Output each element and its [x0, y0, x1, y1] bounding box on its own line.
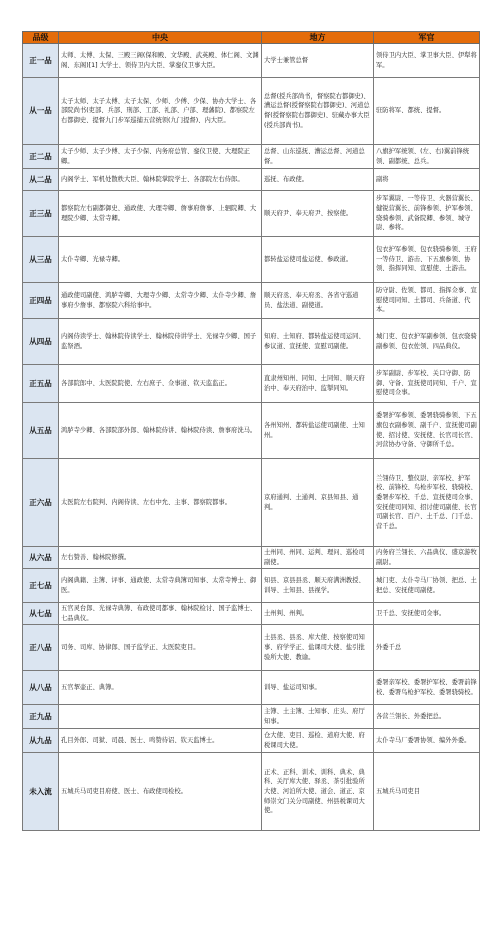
rank-cell: 正八品 [23, 625, 59, 671]
local-cell: 京府通判、土通判、京县知县、通判。 [262, 459, 374, 547]
local-cell: 土州判、州判。 [262, 603, 374, 625]
local-cell: 知府、土知府、都转盐运使司运同、参议道、宣抚使、宣慰司副使。 [262, 319, 374, 365]
table-row [23, 169, 480, 191]
table-row [23, 671, 480, 705]
table-row [23, 705, 480, 729]
local-cell: 顺天府丞、奉天府丞、各省守巡道员、盐法道、副使道。 [262, 283, 374, 319]
military-cell: 各营兰翎长、外委把总。 [374, 705, 480, 729]
rank-cell: 从八品 [23, 671, 59, 705]
rank-table-container [22, 31, 479, 831]
central-cell: 都察院左右副都御史、通政使、大理寺卿、詹事府詹事、上驷院卿、大理院少卿、太常寺卿。 [59, 191, 262, 237]
rank-cell: 从四品 [23, 319, 59, 365]
table-row [23, 403, 480, 459]
rank-cell: 从一品 [23, 78, 59, 145]
central-cell: 孔目外郎、司狱、司晨、医士、鸣赞待诏、钦天监博士。 [59, 729, 262, 753]
rank-cell: 正九品 [23, 705, 59, 729]
local-cell: 直隶州知州、同知、土同知、顺天府治中、奉天府治中、监掣同知。 [262, 365, 374, 403]
rank-cell: 未入流 [23, 753, 59, 831]
table-row [23, 625, 480, 671]
military-cell: 驻防将军、都统、提督。 [374, 78, 480, 145]
military-cell: 城门吏、太仆寺马厂协领、把总、土把总、安抚使司副使。 [374, 569, 480, 603]
central-cell: 五城兵马司吏目府使、医士、布政使司检校。 [59, 753, 262, 831]
military-cell: 防守尉、佐领、都司、指挥佥事、宣慰使司同知、土都司、兵备道、代本。 [374, 283, 480, 319]
local-cell: 各州知州、都转盐运使司副使、土知州。 [262, 403, 374, 459]
military-cell: 内务府兰翎长、六品典仪、盛京游牧副尉。 [374, 547, 480, 569]
local-cell: 仓大使、吏目、巡检、道府大使、府税课司大使。 [262, 729, 374, 753]
central-cell: 太子太师、太子太傅、太子太保、少师、少傅、少保、协办大学士、各部院尚书(吏部、兵部、刑部、工部、礼部、户部、理藩院)、都察院左右都御史、提督九门步军巡捕五营统领(九门提督)、内大臣。 [59, 78, 262, 145]
central-cell: 通政使司副使、鸿胪寺卿、大理寺少卿、太常寺少卿、太仆寺少卿、詹事府少詹事、都察院六科给事中。 [59, 283, 262, 319]
rank-cell: 正七品 [23, 569, 59, 603]
rank-cell: 从五品 [23, 403, 59, 459]
local-cell: 土州同、州同、运判、理问、巡检司副使。 [262, 547, 374, 569]
central-cell: 内阁侍读学士、翰林院侍读学士、翰林院侍讲学士、光禄寺少卿、国子监祭酒。 [59, 319, 262, 365]
military-cell: 步军副尉、步军校、关口守御、防御、守备、宣抚使司同知、千户、宣慰使司佥事。 [374, 365, 480, 403]
header-rank: 品级 [23, 32, 59, 44]
military-cell: 五城兵马司吏目 [374, 753, 480, 831]
header-military: 军官 [374, 32, 480, 44]
rank-cell: 从六品 [23, 547, 59, 569]
rank-cell: 正一品 [23, 44, 59, 78]
central-cell: 太子少师、太子少傅、太子少保、内务府总管、銮仪卫使、大理院正卿。 [59, 145, 262, 169]
local-cell: 顺天府尹、奉天府尹、按察使。 [262, 191, 374, 237]
local-cell: 都转盐运使司盐运使、参政道。 [262, 237, 374, 283]
military-cell: 领侍卫内大臣、掌卫事大臣、伊犁将军。 [374, 44, 480, 78]
local-cell: 巡抚、布政使。 [262, 169, 374, 191]
table-row [23, 569, 480, 603]
military-cell: 卫千总、安抚使司佥事。 [374, 603, 480, 625]
table-body [23, 44, 480, 831]
table-row [23, 78, 480, 145]
military-cell: 委署亲军校、委署护军校、委署前锋校、委署鸟枪护军校、委署骁骑校。 [374, 671, 480, 705]
official-rank-table [22, 31, 480, 831]
central-cell: 司务、司库、协律郎、国子监学正、太医院吏目。 [59, 625, 262, 671]
table-row [23, 603, 480, 625]
military-cell: 包衣护军参领、包衣骁骑参领、王府一等侍卫、游击、下五旗参领、协领、指挥同知、宣慰使、土游击。 [374, 237, 480, 283]
table-row [23, 237, 480, 283]
central-cell [59, 705, 262, 729]
central-cell: 太师、太傅、太保、三殿三阁(保和殿、文华殿、武英殿、体仁阁、文渊阁、东阁)[1] 大学士、领侍卫内大臣、掌銮仪卫事大臣。 [59, 44, 262, 78]
table-row [23, 44, 480, 78]
table-row [23, 365, 480, 403]
header-central: 中央 [59, 32, 262, 44]
central-cell: 内阁典籍、主簿、评事、通政使、太常寺典簿司知事、太常寺博士、御医。 [59, 569, 262, 603]
military-cell: 兰翎侍卫、整仪尉、亲军校、护军校、前锋校、鸟枪步军校、骁骑校、委署步军校、千总、宣抚使司佥事、安抚使司同知、招讨使司副使、长官司副长官、百户、土千总、门千总、营千总。 [374, 459, 480, 547]
table-row [23, 753, 480, 831]
rank-cell: 正三品 [23, 191, 59, 237]
military-cell: 委署护军参领、委署骁骑参领、下五旗包衣副参领、副千户、宣抚使司副使、招讨使、安抚使、长官司长官、河营协办守备、守御所千总。 [374, 403, 480, 459]
central-cell: 五官灵台郎、光禄寺典簿、布政使司都事、翰林院检讨、国子监博士、七品典仪。 [59, 603, 262, 625]
military-cell: 外委千总 [374, 625, 480, 671]
table-row [23, 459, 480, 547]
central-cell: 五官挈壶正、典簿。 [59, 671, 262, 705]
central-cell: 鸿胪寺少卿、各部院部外郎、翰林院侍讲、翰林院侍读、詹事府洗马。 [59, 403, 262, 459]
rank-cell: 正四品 [23, 283, 59, 319]
local-cell: 正术、正科、训术、训科、典术、典科、关厅库大使、驿丞、茶引批验所大使、河泊所大使、道会、道正、京师崇文门关分司副使、州县税课司大使。 [262, 753, 374, 831]
local-cell: 土县丞、县丞、库大使、按察使司知事、府学学正、盐课司大使、盐引批验所大使、教谕。 [262, 625, 374, 671]
central-cell: 太仆寺卿、光禄寺卿。 [59, 237, 262, 283]
military-cell: 八旗护军统领、(左、右)翼前锋统领、副都统、总兵。 [374, 145, 480, 169]
table-row [23, 729, 480, 753]
military-cell: 城门吏、包衣护军副参领、包衣骁骑副参领、包衣佐领、四品典仪。 [374, 319, 480, 365]
local-cell: 大学士兼管总督 [262, 44, 374, 78]
local-cell: 知县、京县县丞、顺天府满洲教授、训导、土知县、县视学。 [262, 569, 374, 603]
table-row [23, 191, 480, 237]
rank-cell: 从二品 [23, 169, 59, 191]
local-cell: 总督(授兵部尚书，督察院右都御史)、漕运总督(授督察院右都御史)、河道总督(授督察院右都御史)、驻藏办事大臣(授兵部尚书)。 [262, 78, 374, 145]
central-cell: 太医院左右院判、内阁侍读、左右中允、主事、都察院都事。 [59, 459, 262, 547]
local-cell: 总督、山东巡抚、漕运总督、河道总督。 [262, 145, 374, 169]
table-row [23, 319, 480, 365]
table-row [23, 145, 480, 169]
military-cell: 步军翼尉、一等侍卫、火器营翼长、健锐营翼长、前锋参领、护军参领、骁骑参领、武备院卿、参领、城守尉、参将。 [374, 191, 480, 237]
central-cell: 左右赞善、翰林院修撰。 [59, 547, 262, 569]
local-cell: 训导、盐运司知事。 [262, 671, 374, 705]
rank-cell: 从九品 [23, 729, 59, 753]
local-cell: 主簿、土主簿、土知事、庄头、府厅知事。 [262, 705, 374, 729]
rank-cell: 从七品 [23, 603, 59, 625]
rank-cell: 正六品 [23, 459, 59, 547]
table-row [23, 547, 480, 569]
header-row [23, 32, 480, 44]
central-cell: 内阁学士、军机处散秩大臣、翰林院掌院学士、各部院左右侍郎。 [59, 169, 262, 191]
header-local: 地方 [262, 32, 374, 44]
military-cell: 太仆寺马厂委署协领、编外外委。 [374, 729, 480, 753]
rank-cell: 从三品 [23, 237, 59, 283]
rank-cell: 正五品 [23, 365, 59, 403]
table-row [23, 283, 480, 319]
military-cell: 副将 [374, 169, 480, 191]
central-cell: 各部院郎中、太医院院使、左右庶子、佥事道、钦天监监正。 [59, 365, 262, 403]
rank-cell: 正二品 [23, 145, 59, 169]
